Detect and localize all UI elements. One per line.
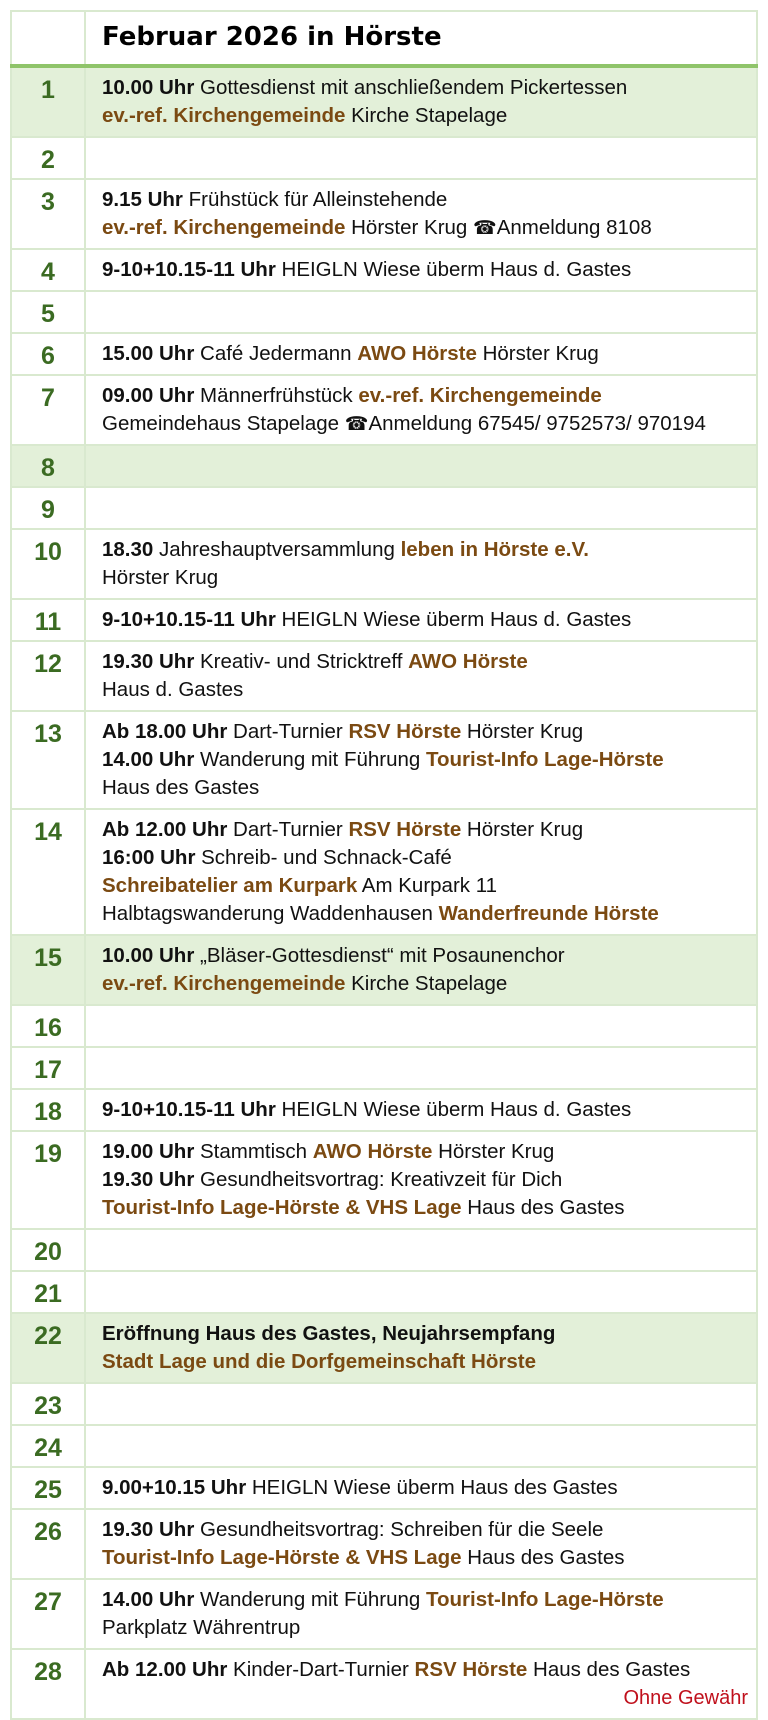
event-organizer: Tourist-Info Lage-Hörste — [426, 1588, 664, 1611]
day-events — [85, 1425, 757, 1467]
event-text: Haus des Gastes — [461, 1196, 625, 1219]
event-time: Ab 12.00 Uhr — [102, 818, 228, 841]
event-text: Haus d. Gastes — [102, 678, 244, 701]
event-organizer: Wanderfreunde Hörste — [438, 902, 659, 925]
event-organizer: RSV Hörste — [414, 1658, 528, 1681]
event-text: Gesundheitsvortrag: Schreiben für die Seele — [194, 1518, 604, 1541]
title-cell — [85, 11, 757, 66]
event-line — [102, 746, 748, 774]
event-text: Parkplatz Währentrup — [102, 1616, 301, 1639]
day-row — [11, 1313, 757, 1383]
event-organizer: AWO Hörste — [357, 342, 477, 365]
event-line — [102, 648, 748, 676]
day-number: 23 — [11, 1383, 85, 1425]
day-events — [85, 1649, 757, 1719]
event-text: Jahreshauptversammlung — [153, 538, 401, 561]
event-text: Gesundheitsvortrag: Kreativzeit für Dich — [194, 1168, 563, 1191]
day-events — [85, 333, 757, 375]
day-number: 12 — [11, 641, 85, 711]
day-events — [85, 935, 757, 1005]
event-time: 14.00 Uhr — [102, 1588, 195, 1611]
event-line — [102, 816, 748, 844]
day-row — [11, 333, 757, 375]
day-events — [85, 137, 757, 179]
event-time: 9-10+10.15-11 Uhr — [102, 258, 276, 281]
event-organizer: Schreibatelier am Kurpark — [102, 874, 358, 897]
day-row — [11, 137, 757, 179]
event-text: Haus des Gastes — [102, 776, 260, 799]
event-line — [102, 1194, 748, 1222]
event-line — [102, 340, 748, 368]
day-number: 27 — [11, 1579, 85, 1649]
event-line — [102, 256, 748, 284]
day-number: 7 — [11, 375, 85, 445]
event-organizer: ev.-ref. Kirchengemeinde — [102, 972, 346, 995]
day-row — [11, 711, 757, 809]
day-events — [85, 487, 757, 529]
day-number: 4 — [11, 249, 85, 291]
day-row — [11, 1649, 757, 1719]
event-text: Haus des Gastes — [527, 1658, 691, 1681]
day-row — [11, 1467, 757, 1509]
day-row — [11, 935, 757, 1005]
event-time: 14.00 Uhr — [102, 748, 195, 771]
event-organizer: Tourist-Info Lage-Hörste — [426, 748, 664, 771]
day-number: 13 — [11, 711, 85, 809]
event-time: 18.30 — [102, 538, 154, 561]
day-events — [85, 1047, 757, 1089]
event-organizer: ev.-ref. Kirchengemeinde — [102, 104, 346, 127]
event-time: 9-10+10.15-11 Uhr — [102, 1098, 276, 1121]
day-row — [11, 1271, 757, 1313]
day-number: 22 — [11, 1313, 85, 1383]
day-number: 3 — [11, 179, 85, 249]
event-text: Schreib- und Schnack-Café — [195, 846, 452, 869]
day-row — [11, 1229, 757, 1271]
event-text: Anmeldung 8108 — [496, 216, 652, 239]
day-number: 18 — [11, 1089, 85, 1131]
day-events — [85, 249, 757, 291]
event-text: Hörster Krug — [432, 1140, 555, 1163]
event-text: Dart-Turnier — [227, 720, 349, 743]
day-events — [85, 375, 757, 445]
event-text: Hörster Krug — [345, 216, 474, 239]
day-row — [11, 291, 757, 333]
day-number: 19 — [11, 1131, 85, 1229]
event-text: Am Kurpark 11 — [357, 874, 498, 897]
event-line — [102, 718, 748, 746]
event-line — [102, 1096, 748, 1124]
header-row — [11, 11, 757, 66]
day-events — [85, 809, 757, 935]
event-text: Hörster Krug — [476, 342, 599, 365]
day-events — [85, 445, 757, 487]
event-organizer: Stadt Lage und die Dorfgemeinschaft Hörste — [102, 1350, 536, 1373]
event-text: Wanderung mit Führung — [194, 748, 426, 771]
day-row — [11, 1089, 757, 1131]
event-line — [102, 1586, 748, 1614]
day-number: 1 — [11, 66, 85, 137]
day-number: 24 — [11, 1425, 85, 1467]
event-text: Gottesdienst mit anschließendem Pickertessen — [194, 76, 628, 99]
event-line — [102, 942, 748, 970]
day-number: 25 — [11, 1467, 85, 1509]
day-events — [85, 641, 757, 711]
event-organizer: RSV Hörste — [348, 720, 462, 743]
day-number: 15 — [11, 935, 85, 1005]
day-events — [85, 1579, 757, 1649]
event-time: 9.00+10.15 Uhr — [102, 1476, 247, 1499]
event-time: 19.00 Uhr — [102, 1140, 195, 1163]
event-line — [102, 1544, 748, 1572]
day-events — [85, 291, 757, 333]
event-line — [102, 872, 748, 900]
day-row — [11, 529, 757, 599]
day-number: 8 — [11, 445, 85, 487]
event-text: „Bläser-Gottesdienst“ mit Posaunenchor — [194, 944, 565, 967]
day-row — [11, 249, 757, 291]
day-row — [11, 1383, 757, 1425]
phone-icon: ☎ — [344, 414, 369, 435]
event-line — [102, 1166, 748, 1194]
day-number: 10 — [11, 529, 85, 599]
day-number: 20 — [11, 1229, 85, 1271]
day-row — [11, 1425, 757, 1467]
page-title: Februar 2026 in Hörste — [102, 22, 442, 52]
day-events — [85, 1131, 757, 1229]
day-number: 5 — [11, 291, 85, 333]
day-events — [85, 599, 757, 641]
event-text: Gemeindehaus Stapelage — [102, 412, 345, 435]
day-events — [85, 711, 757, 809]
day-events — [85, 1383, 757, 1425]
event-time: 19.30 Uhr — [102, 1168, 195, 1191]
day-events — [85, 1313, 757, 1383]
event-text: Stammtisch — [194, 1140, 313, 1163]
event-line — [102, 564, 748, 592]
event-line — [102, 1474, 748, 1502]
day-row — [11, 1005, 757, 1047]
day-number: 21 — [11, 1271, 85, 1313]
day-number: 16 — [11, 1005, 85, 1047]
event-line — [102, 536, 748, 564]
event-line — [102, 1320, 748, 1348]
event-line — [102, 102, 748, 130]
event-time: Ab 18.00 Uhr — [102, 720, 228, 743]
event-text: Café Jedermann — [194, 342, 358, 365]
event-line — [102, 606, 748, 634]
header-corner-cell — [11, 11, 85, 66]
event-time: 15.00 Uhr — [102, 342, 195, 365]
event-line — [102, 382, 748, 410]
day-number: 14 — [11, 809, 85, 935]
calendar-table — [10, 10, 758, 1720]
event-organizer: AWO Hörste — [408, 650, 528, 673]
event-time: 19.30 Uhr — [102, 650, 195, 673]
day-events — [85, 1467, 757, 1509]
day-row — [11, 599, 757, 641]
event-line — [102, 970, 748, 998]
event-time: 9-10+10.15-11 Uhr — [102, 608, 276, 631]
day-row — [11, 641, 757, 711]
event-time: Ab 12.00 Uhr — [102, 1658, 228, 1681]
event-time: 10.00 Uhr — [102, 76, 195, 99]
event-time: 10.00 Uhr — [102, 944, 195, 967]
day-row — [11, 1131, 757, 1229]
event-text: Kreativ- und Stricktreff — [194, 650, 409, 673]
day-number: 26 — [11, 1509, 85, 1579]
event-line — [102, 676, 748, 704]
day-events — [85, 1005, 757, 1047]
event-text: Hörster Krug — [461, 720, 584, 743]
day-row — [11, 375, 757, 445]
event-text: HEIGLN Wiese überm Haus d. Gastes — [275, 258, 632, 281]
event-time: 09.00 Uhr — [102, 384, 195, 407]
event-organizer: RSV Hörste — [348, 818, 462, 841]
day-row — [11, 445, 757, 487]
event-text: Dart-Turnier — [227, 818, 349, 841]
event-text: Wanderung mit Führung — [194, 1588, 426, 1611]
event-text: Anmeldung 67545/ 9752573/ 970194 — [368, 412, 706, 435]
event-organizer: ev.-ref. Kirchengemeinde — [358, 384, 602, 407]
event-text: Haus des Gastes — [461, 1546, 625, 1569]
phone-icon: ☎ — [473, 218, 497, 239]
event-line — [102, 1656, 748, 1684]
event-text: Kirche Stapelage — [345, 972, 508, 995]
disclaimer-note: Ohne Gewähr — [623, 1687, 748, 1709]
day-number: 6 — [11, 333, 85, 375]
event-text: Hörster Krug — [461, 818, 584, 841]
event-text: Hörster Krug — [102, 566, 219, 589]
event-time: 19.30 Uhr — [102, 1518, 195, 1541]
day-row — [11, 66, 757, 137]
event-line — [102, 74, 748, 102]
day-number: 28 — [11, 1649, 85, 1719]
day-events — [85, 179, 757, 249]
day-row — [11, 179, 757, 249]
event-time: 16:00 Uhr — [102, 846, 196, 869]
day-events — [85, 1229, 757, 1271]
event-text: Kinder-Dart-Turnier — [227, 1658, 415, 1681]
event-text: HEIGLN Wiese überm Haus des Gastes — [246, 1476, 618, 1499]
event-text: HEIGLN Wiese überm Haus d. Gastes — [275, 608, 632, 631]
day-number: 9 — [11, 487, 85, 529]
day-row — [11, 1579, 757, 1649]
event-line — [102, 900, 748, 928]
day-events — [85, 529, 757, 599]
event-text: HEIGLN Wiese überm Haus d. Gastes — [275, 1098, 632, 1121]
event-line — [102, 214, 748, 243]
day-row — [11, 1047, 757, 1089]
event-time: 9.15 Uhr — [102, 188, 183, 211]
day-number: 17 — [11, 1047, 85, 1089]
event-line — [102, 410, 748, 439]
event-line — [102, 774, 748, 802]
event-text: Frühstück für Alleinstehende — [182, 188, 448, 211]
event-organizer: Tourist-Info Lage-Hörste & VHS Lage — [102, 1196, 462, 1219]
event-line — [102, 1516, 748, 1544]
event-text: Kirche Stapelage — [345, 104, 508, 127]
event-text: Halbtagswanderung Waddenhausen — [102, 902, 439, 925]
event-line — [102, 1138, 748, 1166]
day-events — [85, 1509, 757, 1579]
day-number: 2 — [11, 137, 85, 179]
event-line — [102, 844, 748, 872]
event-line — [102, 186, 748, 214]
day-events — [85, 1089, 757, 1131]
event-organizer: AWO Hörste — [312, 1140, 433, 1163]
event-organizer: ev.-ref. Kirchengemeinde — [102, 216, 346, 239]
event-line — [102, 1614, 748, 1642]
event-text: Männerfrühstück — [194, 384, 359, 407]
event-organizer: leben in Hörste e.V. — [400, 538, 589, 561]
day-number: 11 — [11, 599, 85, 641]
day-row — [11, 487, 757, 529]
day-events — [85, 1271, 757, 1313]
event-line — [102, 1348, 748, 1376]
day-row — [11, 1509, 757, 1579]
event-time: Eröffnung Haus des Gastes, Neujahrsempfang — [102, 1322, 556, 1345]
day-events — [85, 66, 757, 137]
day-row — [11, 809, 757, 935]
event-organizer: Tourist-Info Lage-Hörste & VHS Lage — [102, 1546, 462, 1569]
